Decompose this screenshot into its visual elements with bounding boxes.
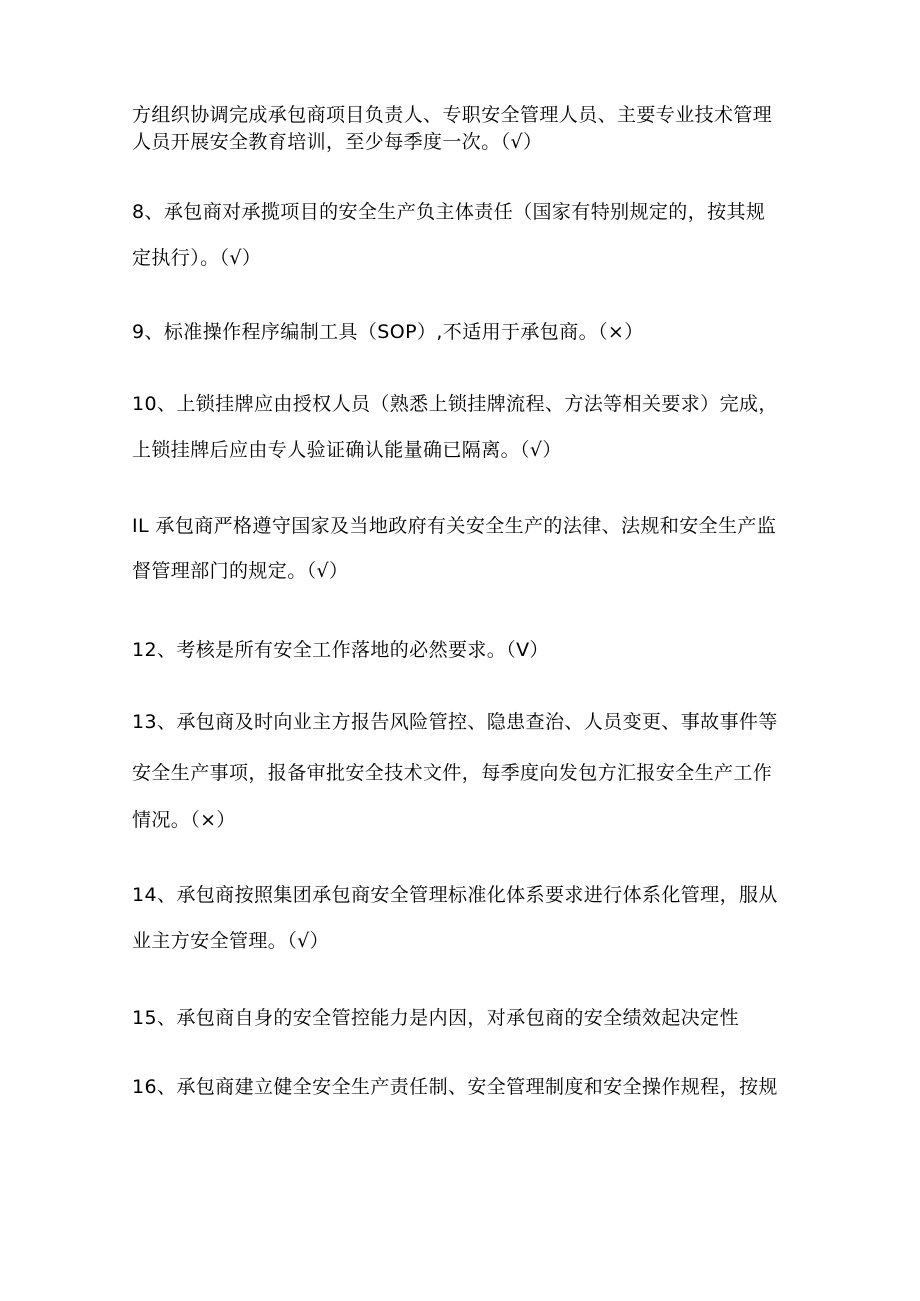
text-line: 10、上锁挂牌应由授权人员（熟悉上锁挂牌流程、方法等相关要求）完成， [132,393,778,415]
text-line: 业主方安全管理。（√） [132,930,330,952]
text-line: 16、承包商建立健全安全生产责任制、安全管理制度和安全操作规程，按规 [132,1076,778,1098]
text-line: 上锁挂牌后应由专人验证确认能量确已隔离。（√） [132,439,562,461]
text-line: 14、承包商按照集团承包商安全管理标准化体系要求进行体系化管理，服从 [132,884,778,906]
text-line: 15、承包商自身的安全管控能力是内因，对承包商的安全绩效起决定性 [132,1007,739,1029]
text-line: IL 承包商严格遵守国家及当地政府有关安全生产的法律、法规和安全生产监 [132,515,777,537]
text-line: 督管理部门的规定。（√） [132,560,349,582]
text-line: 方组织协调完成承包商项目负责人、专职安全管理人员、主要专业技术管理 [132,104,773,126]
text-line: 情况。（×） [132,809,236,831]
text-line: 定执行）。（√） [132,247,262,269]
text-line: 12、考核是所有安全工作落地的必然要求。（V） [132,639,549,661]
text-line: 13、承包商及时向业主方报告风险管控、隐患查治、人员变更、事故事件等 [132,711,778,733]
text-line: 8、承包商对承揽项目的安全生产负主体责任（国家有特别规定的，按其规 [132,201,766,223]
text-line: 安全生产事项，报备审批安全技术文件，每季度向发包方汇报安全生产工作 [132,762,773,784]
text-line: 人员开展安全教育培训，至少每季度一次。（√） [132,131,543,153]
text-line: 9、标准操作程序编制工具（SOP）,不适用于承包商。（×） [132,321,644,343]
